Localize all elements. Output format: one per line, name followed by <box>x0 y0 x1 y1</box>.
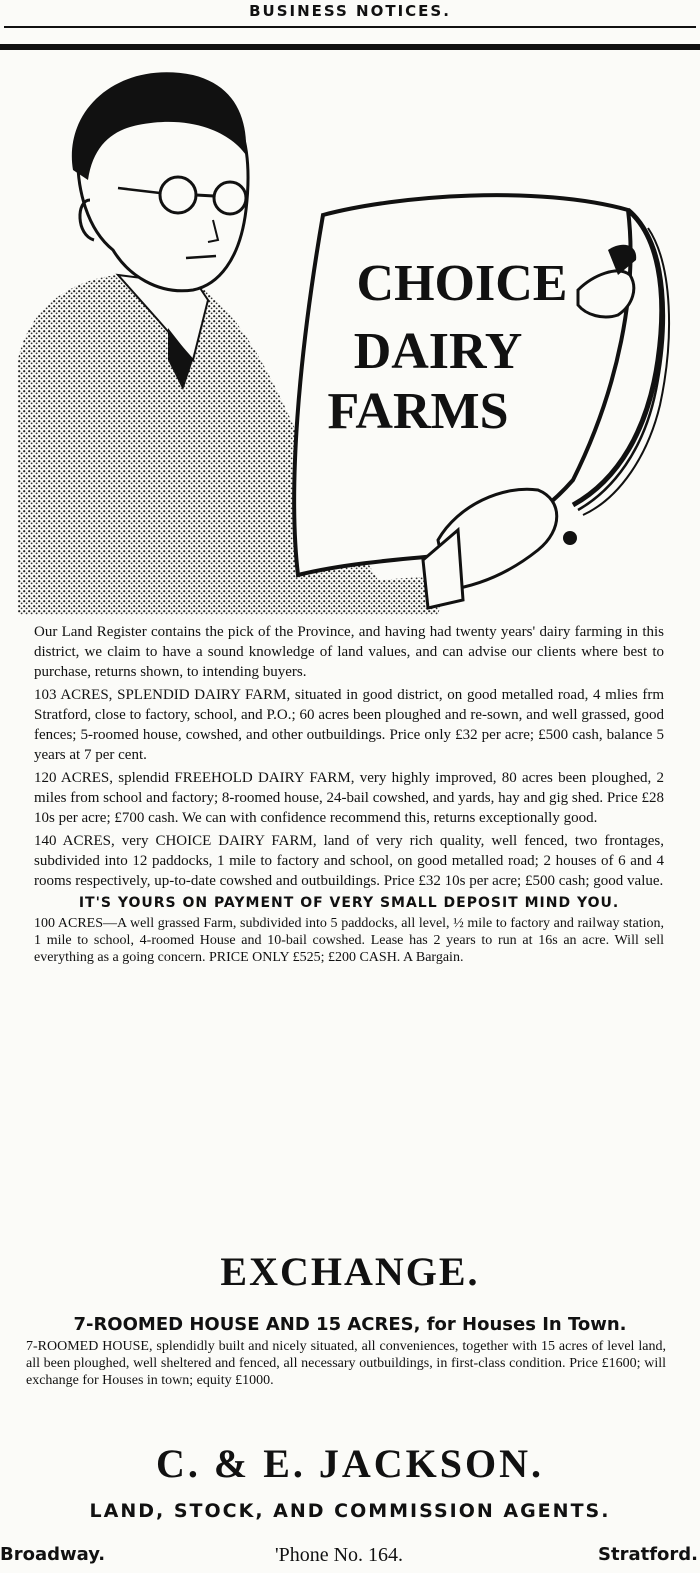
company-tagline: LAND, STOCK, AND COMMISSION AGENTS. <box>89 1500 611 1522</box>
listing-120-acres: 120 ACRES, splendid FREEHOLD DAIRY FARM, very highly improved, 80 acres been ploughed, 2 miles from school and factory; 8-roomed house, 24-bail cowshed, and yards, hay and gig shed. Price £28 10s per acre; £700 cash. We can with confidence recommend this, returns exceptionally good. <box>34 770 664 826</box>
footer-phone: 'Phone No. 164. <box>275 1544 404 1566</box>
scroll-text-line-2: DAIRY <box>353 323 523 380</box>
scroll-text-line-1: CHOICE <box>356 255 568 312</box>
footer-address: Broadway. <box>0 1544 106 1565</box>
exchange-title: EXCHANGE. <box>220 1249 480 1294</box>
listing-140-acres: 140 ACRES, very CHOICE DAIRY FARM, land of very rich quality, well fenced, two frontages, subdivided into 12 paddocks, 1 mile to factory and school, on good metalled road; 2 houses of 6 and 4 rooms respectively, up-to-date cowshed and outbuildings. Price £32 10s per acre; £500 cash; good value. <box>34 833 664 889</box>
footer <box>0 1544 700 1570</box>
section-header: BUSINESS NOTICES. <box>249 2 451 20</box>
advert-body <box>34 622 664 969</box>
intro-paragraph: Our Land Register contains the pick of the Province, and having had twenty years' dairy farming in this district, we claim to have a sound knowledge of land values, and can advise our clients where best to purchase, returns shown, to intending buyers. <box>34 624 664 680</box>
deposit-heading: IT'S YOURS ON PAYMENT OF VERY SMALL DEPOSIT MIND YOU. <box>78 895 620 911</box>
footer-town: Stratford. <box>598 1544 698 1565</box>
listing-100-acres: 100 ACRES—A well grassed Farm, subdivided into 5 paddocks, all level, ½ mile to factory and railway station, 1 mile to school, 4-roomed House and 10-bail cowshed. Lease has 2 years to run at 16s an acre. Will sell everything as a going concern. PRICE ONLY £525; £200 CASH. A Bargain. <box>34 916 664 965</box>
advert-illustration <box>18 60 688 615</box>
scroll-text-line-3: FARMS <box>327 383 509 440</box>
company-name: C. & E. JACKSON. <box>155 1441 545 1486</box>
exchange-heading: 7-ROOMED HOUSE AND 15 ACRES, for Houses In Town. <box>73 1314 627 1335</box>
header-rule <box>4 26 696 28</box>
exchange-body: 7-ROOMED HOUSE, splendidly built and nicely situated, all conveniences, together with 15 acres of level land, all been ploughed, well sheltered and fenced, all necessary outbuildings, in first-class condition. Price £1600; will exchange for Houses in town; equity £1000. <box>26 1339 666 1388</box>
heavy-rule <box>0 44 700 50</box>
listing-103-acres: 103 ACRES, SPLENDID DAIRY FARM, situated in good district, on good metalled road, 4 mlies frm Stratford, close to factory, school, and P.O.; 60 acres been ploughed and re-sown, and well grassed, good fences; 5-roomed house, cowshed, and other outbuildings. Price only £32 per acre; £500 cash, balance 5 years at 7 per cent. <box>34 687 664 763</box>
